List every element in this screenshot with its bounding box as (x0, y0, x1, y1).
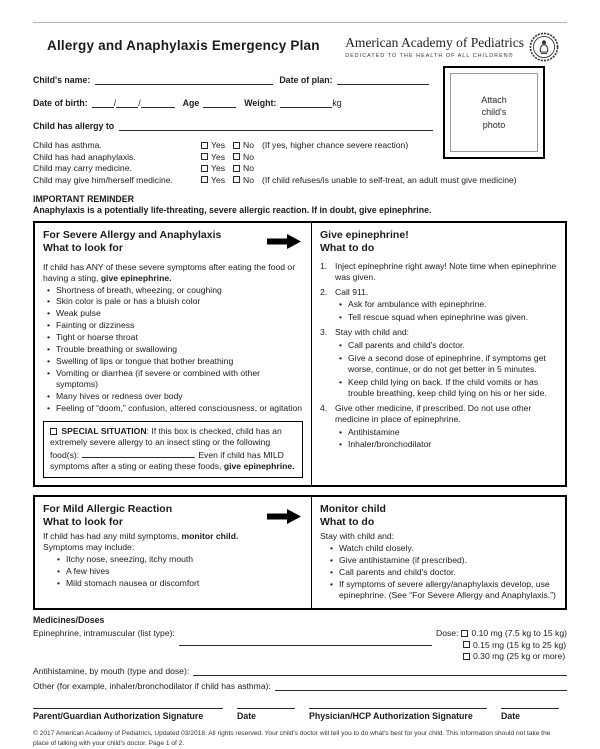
mild-reaction-box (33, 495, 567, 610)
dob-row (33, 98, 433, 108)
parent-signature-field[interactable]: Parent/Guardian Authorization Signature (33, 708, 223, 721)
aap-logo (345, 32, 567, 62)
physician-signature-date-field[interactable]: Date (501, 708, 559, 721)
question-carry-medicine (33, 163, 567, 173)
mild-look-for-column (35, 497, 311, 608)
top-divider (33, 22, 567, 23)
epinephrine-title: Give epinephrine! (320, 228, 409, 241)
allergy-row (33, 121, 433, 131)
antihistamine-label: Antihistamine, by mouth (type and dose): (33, 666, 190, 677)
carry-medicine-yes-checkbox[interactable] (201, 165, 208, 172)
dose-options (436, 627, 567, 662)
severe-subtitle: What to look for (43, 241, 123, 254)
mild-symptom-list (43, 554, 303, 589)
date-of-plan-label: Date of plan: (279, 75, 333, 85)
allergy-field[interactable] (119, 121, 433, 131)
mild-subtitle: What to look for (43, 516, 123, 529)
monitor-intro: Stay with child and: (320, 531, 395, 542)
symptom-item: • Weak pulse (43, 308, 303, 319)
reminder-heading: IMPORTANT REMINDER (33, 193, 134, 204)
step-text: Call 911. (335, 286, 369, 297)
question-note: (If child refuses/is unable to self-treat, an adult must give medicine) (262, 174, 517, 185)
symptom-item: • Trouble breathing or swallowing (43, 344, 303, 355)
step-bullet: • Keep child lying on back. If the child vomits or has trouble breathing, keep child lying on his or her side. (335, 377, 557, 399)
special-situation-label: SPECIAL SITUATION (61, 425, 147, 436)
reminder-text: Anaphylaxis is a potentially life-threating, severe allergic reaction. If in doubt, give epinephrine. (33, 204, 432, 215)
step-number: 2. (320, 286, 328, 297)
yes-label: Yes (211, 163, 226, 173)
step-number: 3. (320, 327, 328, 338)
action-item: • Call parents and child's doctor. (326, 567, 557, 578)
question-label: Child has had anaphylaxis. (33, 151, 136, 162)
page-title: Allergy and Anaphylaxis Emergency Plan (47, 38, 320, 53)
dob-separator: / (113, 98, 117, 108)
aap-logo-tagline: DEDICATED TO THE HEALTH OF ALL CHILDREN® (345, 53, 514, 59)
physician-signature-field[interactable]: Physician/HCP Authorization Signature (309, 708, 487, 721)
medicines-heading: Medicines/Doses (33, 614, 105, 625)
antihistamine-row (33, 666, 567, 676)
right-arrow-icon (267, 234, 301, 249)
parent-signature-date-field[interactable]: Date (237, 708, 295, 721)
question-label: Child may carry medicine. (33, 163, 132, 173)
dob-separator-2: / (138, 98, 141, 108)
child-name-row (33, 75, 433, 85)
self-medicate-yes-checkbox[interactable] (201, 176, 208, 183)
dob-month-field[interactable] (92, 98, 117, 108)
yes-label: Yes (211, 151, 226, 162)
special-situation-bold-2: give epinephrine. (223, 461, 295, 472)
symptom-item: • Tight or hoarse throat (43, 332, 303, 343)
patient-info-section (33, 75, 567, 131)
other-medicine-row (33, 681, 567, 691)
no-label: No (243, 151, 255, 162)
age-label: Age (182, 98, 200, 108)
age-field[interactable] (203, 98, 236, 108)
step-2 (320, 287, 557, 324)
step-number: 4. (320, 402, 328, 413)
epinephrine-subtitle: What to do (320, 241, 375, 254)
yes-label: Yes (211, 174, 226, 185)
step-bullet: • Antihistamine (335, 427, 557, 438)
copyright-footer: © 2017 American Academy of Pediatrics, Updated 03/2018. All rights reserved. Your child's doctor will tell you to do what's best for your child. This information should not take the place of talking with your child's doctor. Page 1 of 2. (33, 730, 551, 747)
step-3 (320, 327, 557, 398)
monitor-subtitle: What to do (320, 516, 375, 529)
carry-medicine-no-checkbox[interactable] (233, 165, 240, 172)
symptom-item: • Skin color is pale or has a bluish color (43, 296, 303, 307)
step-1 (320, 261, 557, 283)
dose-label: Dose: (436, 628, 459, 639)
question-note: (If yes, higher chance severe reaction) (262, 140, 409, 150)
action-item: • If symptoms of severe allergy/anaphylaxis develop, use epinephrine. (See “For Severe Allergy and Anaphylaxis.”) (326, 579, 557, 601)
symptom-item: • Shortness of breath, wheezing, or coughing (43, 285, 303, 296)
dose-option-label: 0.30 mg (25 kg or more) (473, 651, 566, 662)
anaphylaxis-no-checkbox[interactable] (233, 153, 240, 160)
symptom-item: • Vomiting or diarrhea (if severe or combined with other symptoms) (43, 368, 303, 390)
self-medicate-no-checkbox[interactable] (233, 176, 240, 183)
child-name-field[interactable] (95, 75, 273, 85)
epinephrine-steps (320, 261, 557, 451)
epinephrine-row (33, 627, 567, 662)
symptom-item: • Feeling of “doom,” confusion, altered consciousness, or agitation (43, 403, 303, 414)
step-bullet: • Inhaler/bronchodilator (335, 439, 557, 450)
dob-day-field[interactable] (113, 98, 141, 108)
severe-intro-bold: give epinephrine. (100, 272, 172, 283)
photo-box-label: Attach child's photo (481, 95, 507, 130)
child-name-label: Child's name: (33, 75, 91, 85)
symptom-item: • Fainting or dizziness (43, 320, 303, 331)
question-label: Child has asthma. (33, 140, 102, 150)
medicines-doses-section (33, 615, 567, 692)
other-medicine-label: Other (for example, inhaler/bronchodilator if child has asthma): (33, 681, 271, 692)
severe-symptom-list (43, 285, 303, 414)
action-item: • Watch child closely. (326, 543, 557, 554)
symptom-item: • A few hives (53, 566, 303, 577)
header (33, 0, 567, 62)
mild-intro: If child has had any mild symptoms, (43, 531, 182, 542)
symptom-item: • Itchy nose, sneezing, itchy mouth (53, 554, 303, 565)
action-item: • Give antihistamine (if prescribed). (326, 555, 557, 566)
important-reminder (33, 194, 567, 215)
no-label: No (243, 174, 255, 185)
step-number: 1. (320, 260, 328, 271)
other-medicine-field[interactable] (275, 681, 567, 691)
yes-label: Yes (211, 140, 226, 150)
dose-015-checkbox[interactable] (463, 641, 470, 648)
monitor-child-column (311, 497, 565, 608)
aap-logo-name: American Academy of Pediatrics (345, 35, 524, 50)
photo-attachment-box[interactable] (443, 66, 545, 159)
epinephrine-label: Epinephrine, intramuscular (list type): (33, 627, 175, 638)
dob-label: Date of birth: (33, 98, 88, 108)
symptom-item: • Mild stomach nausea or discomfort (53, 578, 303, 589)
severe-what-to-do-column (311, 223, 565, 486)
allergy-label: Child has allergy to (33, 121, 115, 131)
dose-010-checkbox[interactable] (461, 630, 468, 637)
question-label: Child may give him/herself medicine. (33, 174, 173, 185)
step-bullet: • Ask for ambulance with epinephrine. (335, 299, 557, 310)
step-4 (320, 403, 557, 451)
step-bullet: • Give a second dose of epinephrine, if symptoms get worse, continue, or do not get better in 5 minutes. (335, 353, 557, 375)
dose-030-checkbox[interactable] (463, 653, 470, 660)
weight-label: Weight: (244, 98, 277, 108)
symptom-item: • Many hives or redness over body (43, 391, 303, 402)
signature-section (33, 708, 567, 721)
monitor-title: Monitor child (320, 503, 386, 516)
antihistamine-field[interactable] (193, 666, 567, 676)
dose-option-label: 0.15 mg (15 kg to 25 kg) (473, 639, 567, 650)
special-situation-text-2: . Even if child has MILD symptoms after a sting or eating these foods, (50, 449, 284, 472)
no-label: No (243, 140, 255, 150)
epinephrine-type-field[interactable] (179, 636, 432, 646)
special-situation-box (43, 421, 303, 479)
step-bullet: • Call parents and child's doctor. (335, 340, 557, 351)
step-bullet: • Tell rescue squad when epinephrine was given. (335, 312, 557, 323)
severe-allergy-box (33, 221, 567, 488)
symptom-item: • Swelling of lips or tongue that bother breathing (43, 356, 303, 367)
right-arrow-icon (267, 509, 301, 524)
special-foods-field[interactable] (82, 448, 194, 458)
no-label: No (243, 163, 255, 173)
special-situation-text: : If this box is checked, child has an extremely severe allergy to an insect sting or the following food(s): (50, 425, 282, 460)
mild-symptoms-label: Symptoms may include: (43, 542, 135, 553)
aap-seal-icon (529, 32, 559, 62)
special-situation-checkbox[interactable] (50, 428, 57, 435)
dob-year-field[interactable] (141, 98, 175, 108)
asthma-no-checkbox[interactable] (233, 142, 240, 149)
date-of-plan-field[interactable] (337, 75, 429, 85)
step-text: Give other medicine, if prescribed. Do not use other medicine in place of epinephrine. (335, 402, 532, 424)
step-text: Inject epinephrine right away! Note time when epinephrine was given. (335, 260, 557, 282)
dose-option-label: 0.10 mg (7.5 kg to 15 kg) (471, 628, 567, 639)
severe-look-for-column (35, 223, 311, 486)
asthma-yes-checkbox[interactable] (201, 142, 208, 149)
weight-field[interactable] (280, 98, 332, 108)
mild-intro-bold: monitor child. (181, 531, 239, 542)
mild-title: For Mild Allergic Reaction (43, 503, 173, 516)
question-self-medicate (33, 175, 567, 185)
monitor-action-list (320, 543, 557, 601)
severe-title: For Severe Allergy and Anaphylaxis (43, 228, 222, 241)
severe-intro: If child has ANY of these severe symptoms after eating the food or having a sting, (43, 261, 296, 283)
step-text: Stay with child and: (335, 327, 410, 338)
weight-unit-label: kg (332, 98, 342, 108)
anaphylaxis-yes-checkbox[interactable] (201, 153, 208, 160)
